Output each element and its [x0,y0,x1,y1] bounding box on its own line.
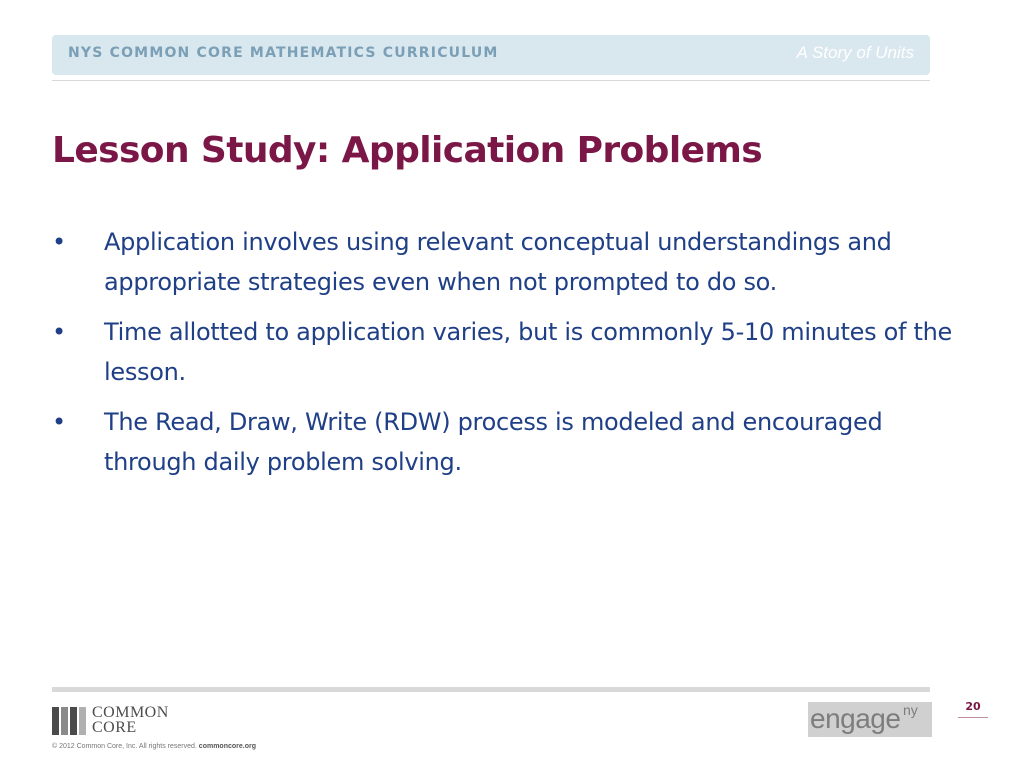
bullet-item [52,312,977,392]
slide-title: Lesson Study: Application Problems [52,130,763,171]
common-core-bars-icon [52,707,86,735]
page-number: 20 [958,700,988,718]
bullet-item [52,222,977,302]
bullet-marker: • [52,318,66,346]
bullet-marker: • [52,408,66,436]
header-bar [52,35,930,75]
bullet-marker: • [52,228,66,256]
footer-divider [52,687,930,692]
bullet-text: Application involves using relevant conceptual understandings and appropriate strategies even when not prompted to do so. [104,228,892,296]
common-core-wordmark: COMMON CORE [92,704,169,736]
bullet-text: The Read, Draw, Write (RDW) process is modeled and encouraged through daily problem solving. [104,408,883,476]
copyright-notice: © 2012 Common Core, Inc. All rights reserved. commoncore.org [52,743,256,750]
site-link: commoncore.org [198,743,256,750]
engageny-logo: engage ny [808,702,932,737]
curriculum-title: NYS COMMON CORE MATHEMATICS CURRICULUM [68,45,499,61]
header-divider [52,80,930,81]
bullet-item [52,402,977,482]
common-core-logo [52,705,192,735]
story-subtitle: A Story of Units [796,43,914,62]
bullet-text: Time allotted to application varies, but is commonly 5-10 minutes of the lesson. [104,318,952,386]
bullet-list [52,222,977,492]
